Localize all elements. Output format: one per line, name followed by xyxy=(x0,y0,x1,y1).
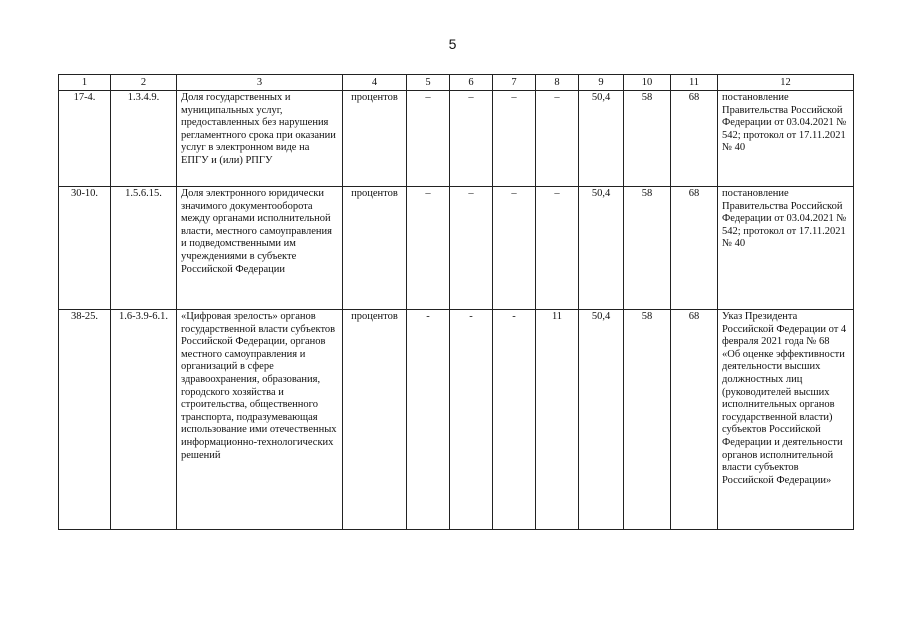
header-col-1: 1 xyxy=(59,75,111,91)
table-header-row xyxy=(59,75,854,91)
header-col-4: 4 xyxy=(343,75,407,91)
table-row xyxy=(59,310,854,530)
header-col-5: 5 xyxy=(407,75,450,91)
table-row xyxy=(59,91,854,187)
value-col-10: 58 xyxy=(624,91,671,187)
value-col-11: 68 xyxy=(671,91,718,187)
row-number: 30-10. xyxy=(59,187,111,310)
indicator-code: 1.6-3.9-6.1. xyxy=(111,310,177,530)
value-col-9: 50,4 xyxy=(579,310,624,530)
value-col-11: 68 xyxy=(671,187,718,310)
indicator-code: 1.3.4.9. xyxy=(111,91,177,187)
value-col-5: – xyxy=(407,91,450,187)
header-col-6: 6 xyxy=(450,75,493,91)
legal-basis: постановление Правительства Российской Федерации от 03.04.2021 № 542; протокол от 17.11.2021 № 40 xyxy=(718,91,854,187)
indicators-table xyxy=(58,74,854,530)
row-number: 38-25. xyxy=(59,310,111,530)
value-col-5: – xyxy=(407,187,450,310)
header-col-11: 11 xyxy=(671,75,718,91)
header-col-10: 10 xyxy=(624,75,671,91)
table-row xyxy=(59,187,854,310)
header-col-2: 2 xyxy=(111,75,177,91)
value-col-8: – xyxy=(536,187,579,310)
indicator-name: Доля электронного юридически значимого документооборота между органами исполнительной власти, местного самоуправления и подведомственными им учреждениями в субъекте Российской Федерации xyxy=(177,187,343,310)
header-col-8: 8 xyxy=(536,75,579,91)
value-col-11: 68 xyxy=(671,310,718,530)
indicator-name: Доля государственных и муниципальных услуг, предоставленных без нарушения регламентного срока при оказании услуг в электронном виде на ЕПГУ и (или) РПГУ xyxy=(177,91,343,187)
header-col-12: 12 xyxy=(718,75,854,91)
value-col-7: - xyxy=(493,310,536,530)
value-col-7: – xyxy=(493,187,536,310)
unit: процентов xyxy=(343,91,407,187)
header-col-7: 7 xyxy=(493,75,536,91)
value-col-6: – xyxy=(450,187,493,310)
value-col-8: 11 xyxy=(536,310,579,530)
value-col-10: 58 xyxy=(624,310,671,530)
header-col-3: 3 xyxy=(177,75,343,91)
value-col-9: 50,4 xyxy=(579,187,624,310)
page-number: 5 xyxy=(448,36,457,52)
unit: процентов xyxy=(343,310,407,530)
indicator-code: 1.5.6.15. xyxy=(111,187,177,310)
row-number: 17-4. xyxy=(59,91,111,187)
value-col-8: – xyxy=(536,91,579,187)
indicator-name: «Цифровая зрелость» органов государственной власти субъектов Российской Федерации, органов местного самоуправления и организаций в сфере здравоохранения, образования, городского хозяйства и строительства, общественного транспорта, подразумевающая использование ими отечественных информационно-технологических решений xyxy=(177,310,343,530)
header-col-9: 9 xyxy=(579,75,624,91)
value-col-10: 58 xyxy=(624,187,671,310)
value-col-9: 50,4 xyxy=(579,91,624,187)
value-col-5: - xyxy=(407,310,450,530)
value-col-7: – xyxy=(493,91,536,187)
unit: процентов xyxy=(343,187,407,310)
value-col-6: – xyxy=(450,91,493,187)
value-col-6: - xyxy=(450,310,493,530)
legal-basis: Указ Президента Российской Федерации от 4 февраля 2021 года № 68 «Об оценке эффективности деятельности высших должностных лиц (руководителей высших исполнительных органов государственной власти) субъектов Российской Федерации и деятельности органов исполнительной власти субъектов Российской Федерации» xyxy=(718,310,854,530)
legal-basis: постановление Правительства Российской Федерации от 03.04.2021 № 542; протокол от 17.11.2021 № 40 xyxy=(718,187,854,310)
